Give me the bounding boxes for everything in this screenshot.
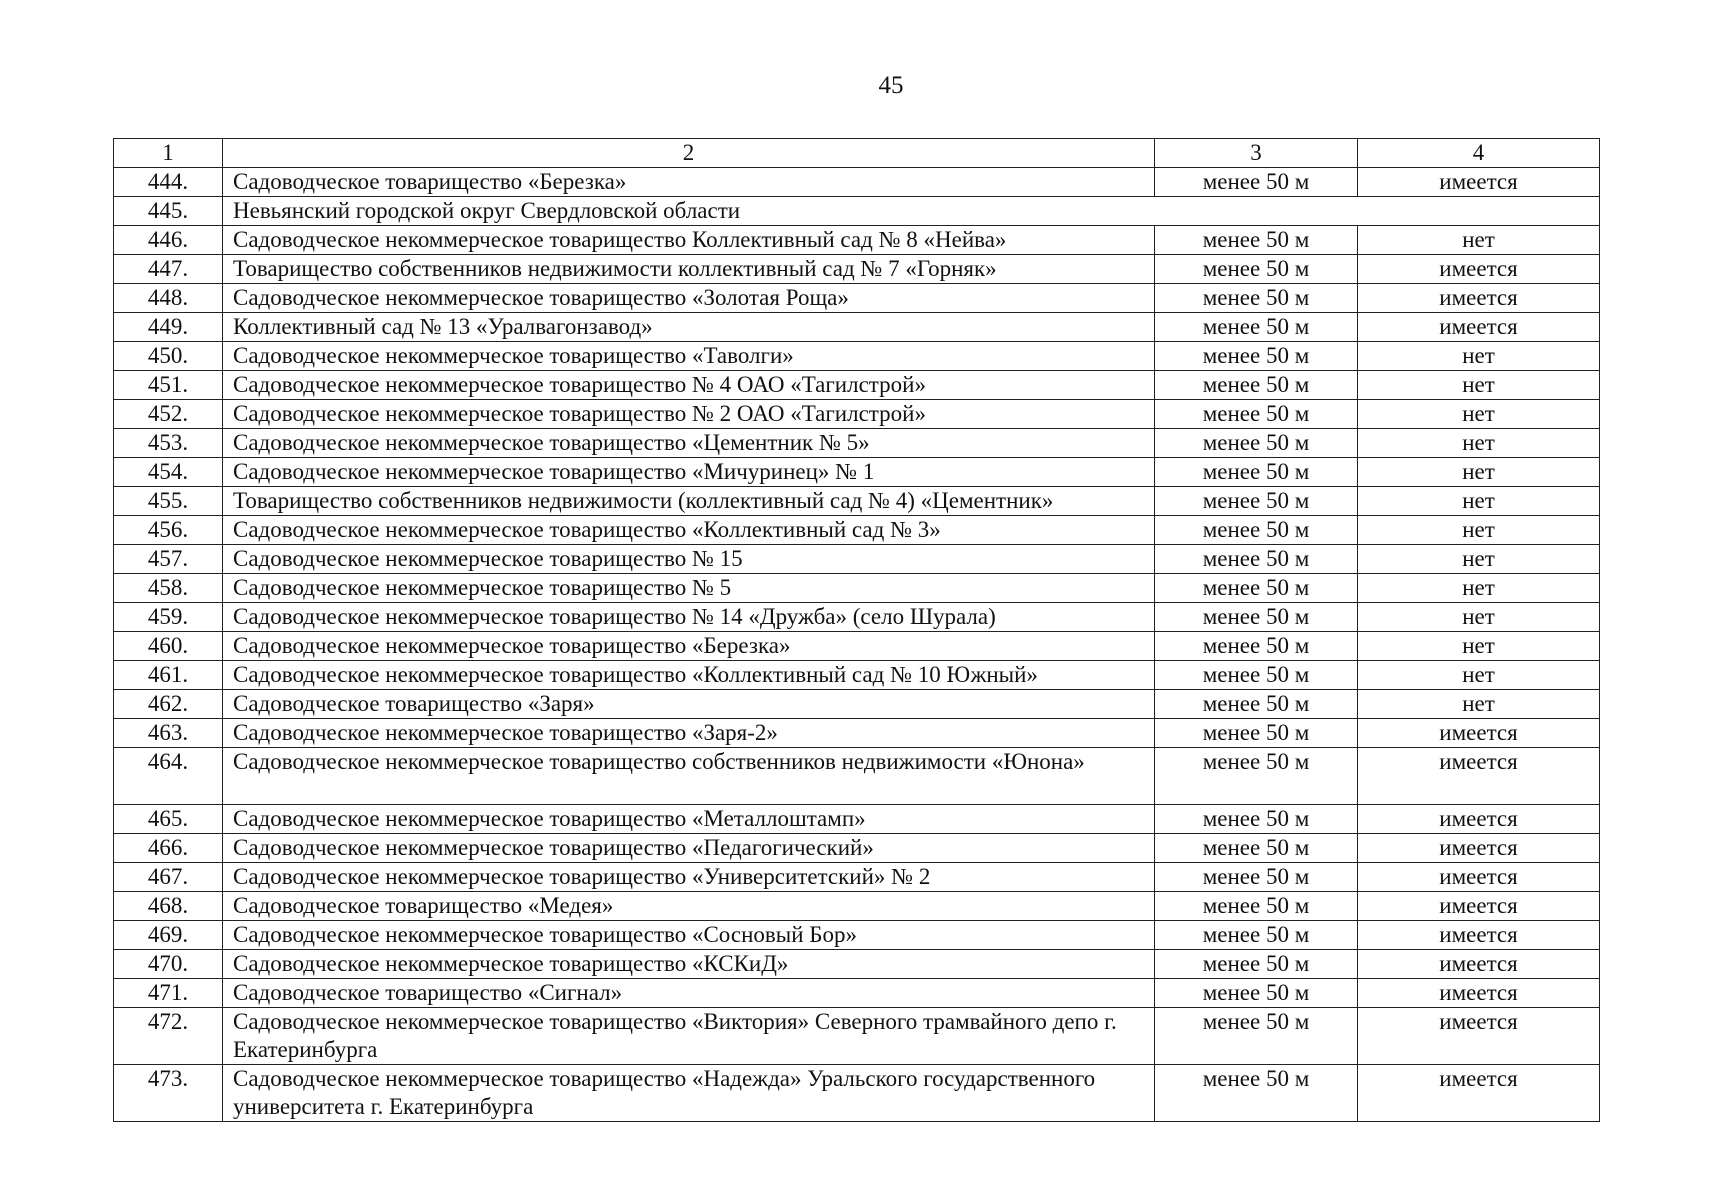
availability-cell: нет — [1358, 458, 1600, 487]
table-row — [114, 400, 1600, 429]
distance-cell: менее 50 м — [1155, 863, 1358, 892]
header-col-3: 3 — [1155, 139, 1358, 168]
availability-cell: имеется — [1358, 719, 1600, 748]
table-row — [114, 516, 1600, 545]
distance-cell: менее 50 м — [1155, 719, 1358, 748]
table-body — [114, 139, 1600, 1122]
availability-cell: нет — [1358, 487, 1600, 516]
table-row — [114, 921, 1600, 950]
distance-cell: менее 50 м — [1155, 834, 1358, 863]
distance-cell: менее 50 м — [1155, 226, 1358, 255]
row-number: 457. — [114, 545, 223, 574]
availability-cell: имеется — [1358, 313, 1600, 342]
organization-name: Садоводческое товарищество «Березка» — [223, 168, 1155, 197]
availability-cell: нет — [1358, 516, 1600, 545]
row-number: 446. — [114, 226, 223, 255]
distance-cell: менее 50 м — [1155, 1008, 1358, 1065]
table-row — [114, 805, 1600, 834]
distance-cell: менее 50 м — [1155, 516, 1358, 545]
distance-cell: менее 50 м — [1155, 371, 1358, 400]
header-col-4: 4 — [1358, 139, 1600, 168]
availability-cell: имеется — [1358, 950, 1600, 979]
table-row — [114, 255, 1600, 284]
organization-name: Садоводческое некоммерческое товарищество № 2 ОАО «Тагилстрой» — [223, 400, 1155, 429]
availability-cell: имеется — [1358, 1008, 1600, 1065]
table-row — [114, 632, 1600, 661]
table-row — [114, 226, 1600, 255]
table-row — [114, 168, 1600, 197]
availability-cell: имеется — [1358, 168, 1600, 197]
organization-name: Садоводческое некоммерческое товарищество «Золотая Роща» — [223, 284, 1155, 313]
row-number: 458. — [114, 574, 223, 603]
row-number: 455. — [114, 487, 223, 516]
availability-cell: имеется — [1358, 284, 1600, 313]
distance-cell: менее 50 м — [1155, 950, 1358, 979]
row-number: 473. — [114, 1065, 223, 1122]
organization-name: Садоводческое некоммерческое товарищество «Коллективный сад № 3» — [223, 516, 1155, 545]
organization-name: Садоводческое некоммерческое товарищество «Сосновый Бор» — [223, 921, 1155, 950]
organization-name: Садоводческое некоммерческое товарищество Коллективный сад № 8 «Нейва» — [223, 226, 1155, 255]
distance-cell: менее 50 м — [1155, 603, 1358, 632]
row-number: 468. — [114, 892, 223, 921]
organization-name: Садоводческое некоммерческое товарищество «Березка» — [223, 632, 1155, 661]
distance-cell: менее 50 м — [1155, 748, 1358, 805]
availability-cell: нет — [1358, 429, 1600, 458]
distance-cell: менее 50 м — [1155, 429, 1358, 458]
organization-name: Товарищество собственников недвижимости (коллективный сад № 4) «Цементник» — [223, 487, 1155, 516]
availability-cell: нет — [1358, 226, 1600, 255]
table-row — [114, 979, 1600, 1008]
organization-name: Садоводческое некоммерческое товарищество «Надежда» Уральского государственного университета г. Екатеринбурга — [223, 1065, 1155, 1122]
row-number: 447. — [114, 255, 223, 284]
distance-cell: менее 50 м — [1155, 661, 1358, 690]
availability-cell: имеется — [1358, 1065, 1600, 1122]
row-number: 459. — [114, 603, 223, 632]
organization-name: Садоводческое некоммерческое товарищество «Таволги» — [223, 342, 1155, 371]
organization-name: Садоводческое некоммерческое товарищество «Мичуринец» № 1 — [223, 458, 1155, 487]
row-number: 450. — [114, 342, 223, 371]
row-number: 467. — [114, 863, 223, 892]
organization-name: Садоводческое товарищество «Сигнал» — [223, 979, 1155, 1008]
distance-cell: менее 50 м — [1155, 168, 1358, 197]
availability-cell: имеется — [1358, 748, 1600, 805]
availability-cell: нет — [1358, 371, 1600, 400]
table-row — [114, 545, 1600, 574]
table-row — [114, 458, 1600, 487]
row-number: 472. — [114, 1008, 223, 1065]
availability-cell: нет — [1358, 690, 1600, 719]
distance-cell: менее 50 м — [1155, 632, 1358, 661]
table-row — [114, 719, 1600, 748]
organization-name: Садоводческое товарищество «Заря» — [223, 690, 1155, 719]
availability-cell: нет — [1358, 342, 1600, 371]
organization-name: Садоводческое некоммерческое товарищество «Цементник № 5» — [223, 429, 1155, 458]
row-number: 466. — [114, 834, 223, 863]
row-number: 449. — [114, 313, 223, 342]
availability-cell: имеется — [1358, 255, 1600, 284]
row-number: 452. — [114, 400, 223, 429]
availability-cell: имеется — [1358, 979, 1600, 1008]
organization-name: Садоводческое некоммерческое товарищество № 5 — [223, 574, 1155, 603]
row-number: 464. — [114, 748, 223, 805]
distance-cell: менее 50 м — [1155, 1065, 1358, 1122]
row-number: 444. — [114, 168, 223, 197]
distance-cell: менее 50 м — [1155, 342, 1358, 371]
distance-cell: менее 50 м — [1155, 892, 1358, 921]
table-row — [114, 313, 1600, 342]
organization-name: Садоводческое некоммерческое товарищество № 15 — [223, 545, 1155, 574]
section-row — [114, 197, 1600, 226]
row-number: 448. — [114, 284, 223, 313]
section-title: Невьянский городской округ Свердловской области — [223, 197, 1600, 226]
table-row — [114, 574, 1600, 603]
row-number: 451. — [114, 371, 223, 400]
organization-name: Садоводческое некоммерческое товарищество «Университетский» № 2 — [223, 863, 1155, 892]
availability-cell: имеется — [1358, 834, 1600, 863]
availability-cell: нет — [1358, 545, 1600, 574]
page-number: 45 — [878, 72, 904, 99]
distance-cell: менее 50 м — [1155, 545, 1358, 574]
table-row — [114, 690, 1600, 719]
header-col-1: 1 — [114, 139, 223, 168]
distance-cell: менее 50 м — [1155, 400, 1358, 429]
table-row — [114, 1008, 1600, 1065]
distance-cell: менее 50 м — [1155, 805, 1358, 834]
organization-name: Садоводческое некоммерческое товарищество № 14 «Дружба» (село Шурала) — [223, 603, 1155, 632]
row-number: 456. — [114, 516, 223, 545]
row-number: 462. — [114, 690, 223, 719]
table-row — [114, 342, 1600, 371]
table-row — [114, 1065, 1600, 1122]
row-number: 445. — [114, 197, 223, 226]
distance-cell: менее 50 м — [1155, 487, 1358, 516]
organization-name: Садоводческое некоммерческое товарищество «Коллективный сад № 10 Южный» — [223, 661, 1155, 690]
organization-name: Садоводческое некоммерческое товарищество «Заря-2» — [223, 719, 1155, 748]
distance-cell: менее 50 м — [1155, 921, 1358, 950]
availability-cell: имеется — [1358, 892, 1600, 921]
organization-name: Товарищество собственников недвижимости коллективный сад № 7 «Горняк» — [223, 255, 1155, 284]
table-header-row — [114, 139, 1600, 168]
distance-cell: менее 50 м — [1155, 313, 1358, 342]
distance-cell: менее 50 м — [1155, 574, 1358, 603]
header-col-2: 2 — [223, 139, 1155, 168]
row-number: 463. — [114, 719, 223, 748]
availability-cell: нет — [1358, 574, 1600, 603]
organization-name: Садоводческое некоммерческое товарищество № 4 ОАО «Тагилстрой» — [223, 371, 1155, 400]
distance-cell: менее 50 м — [1155, 284, 1358, 313]
row-number: 470. — [114, 950, 223, 979]
distance-cell: менее 50 м — [1155, 690, 1358, 719]
table-row — [114, 834, 1600, 863]
table-row — [114, 429, 1600, 458]
availability-cell: нет — [1358, 603, 1600, 632]
table-row — [114, 603, 1600, 632]
row-number: 460. — [114, 632, 223, 661]
organization-name: Садоводческое некоммерческое товарищество собственников недвижимости «Юнона» — [223, 748, 1155, 805]
availability-cell: имеется — [1358, 805, 1600, 834]
row-number: 471. — [114, 979, 223, 1008]
organization-name: Садоводческое некоммерческое товарищество «Виктория» Северного трамвайного депо г. Екатеринбурга — [223, 1008, 1155, 1065]
table-row — [114, 487, 1600, 516]
table-row — [114, 284, 1600, 313]
row-number: 465. — [114, 805, 223, 834]
availability-cell: нет — [1358, 661, 1600, 690]
row-number: 454. — [114, 458, 223, 487]
distance-cell: менее 50 м — [1155, 458, 1358, 487]
organization-name: Садоводческое некоммерческое товарищество «Педагогический» — [223, 834, 1155, 863]
table-row — [114, 863, 1600, 892]
availability-cell: нет — [1358, 400, 1600, 429]
distance-cell: менее 50 м — [1155, 255, 1358, 284]
organization-name: Коллективный сад № 13 «Уралвагонзавод» — [223, 313, 1155, 342]
table-row — [114, 661, 1600, 690]
document-table — [113, 138, 1600, 1122]
availability-cell: имеется — [1358, 921, 1600, 950]
row-number: 461. — [114, 661, 223, 690]
distance-cell: менее 50 м — [1155, 979, 1358, 1008]
row-number: 453. — [114, 429, 223, 458]
organization-name: Садоводческое некоммерческое товарищество «КСКиД» — [223, 950, 1155, 979]
availability-cell: имеется — [1358, 863, 1600, 892]
table-row — [114, 950, 1600, 979]
availability-cell: нет — [1358, 632, 1600, 661]
table-row — [114, 748, 1600, 805]
table-row — [114, 371, 1600, 400]
row-number: 469. — [114, 921, 223, 950]
organization-name: Садоводческое некоммерческое товарищество «Металлоштамп» — [223, 805, 1155, 834]
table-row — [114, 892, 1600, 921]
organization-name: Садоводческое товарищество «Медея» — [223, 892, 1155, 921]
